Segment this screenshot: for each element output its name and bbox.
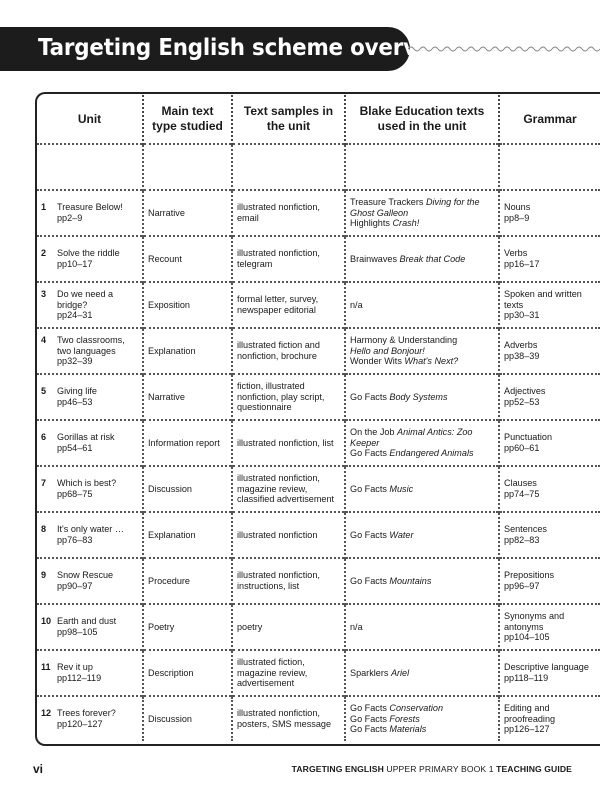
unit-number: 8 (41, 524, 47, 535)
unit-name: Earth and dust (57, 616, 117, 627)
blake-series: Wonder Wits (350, 356, 405, 367)
unit-cell (37, 190, 143, 236)
main-text-cell: Discussion (143, 466, 232, 512)
unit-cell (37, 466, 143, 512)
grammar-cell (499, 558, 600, 604)
grammar-pages: pp52–53 (504, 397, 540, 407)
blake-series: On the Job (350, 427, 398, 438)
unit-number: 5 (41, 386, 47, 397)
unit-name: Solve the riddle (57, 248, 120, 259)
table-row (37, 696, 600, 741)
table-row (37, 466, 600, 512)
unit-name: Snow Rescue (57, 570, 114, 581)
blake-series: Sparklers (350, 667, 391, 678)
blake-texts-cell (345, 420, 499, 466)
unit-name: Gorillas at risk (57, 432, 115, 443)
blake-title: Animal Antics: Zoo Keeper (350, 427, 473, 448)
unit-number: 6 (41, 432, 47, 443)
table-row (37, 282, 600, 328)
grammar-topic: Prepositions (504, 570, 555, 581)
grammar-cell (499, 374, 600, 420)
samples-cell: illustrated nonfiction, email (232, 190, 345, 236)
blake-title: Conservation (389, 703, 444, 714)
table-row (37, 374, 600, 420)
blake-title: Diving for the Ghost Galleon (350, 197, 480, 218)
unit-pages: pp46–53 (57, 397, 93, 407)
blake-title: Forests (389, 713, 420, 724)
unit-number: 12 (41, 708, 52, 719)
grammar-pages: pp74–75 (504, 489, 540, 499)
footer-middle: UPPER PRIMARY BOOK 1 (383, 764, 497, 774)
grammar-pages: pp118–119 (504, 673, 549, 683)
header-blake: Blake Education texts used in the unit (345, 95, 499, 144)
blake-series: Treasure Trackers (350, 197, 426, 208)
samples-cell: illustrated fiction and nonfiction, brochure (232, 328, 345, 374)
samples-cell: illustrated nonfiction, list (232, 420, 345, 466)
main-text-cell: Discussion (143, 696, 232, 741)
blake-texts-cell (345, 650, 499, 696)
footer-bold-1: TARGETING ENGLISH (291, 764, 384, 774)
blake-title: Crash! (392, 218, 420, 229)
unit-name: Giving life (57, 386, 97, 397)
unit-pages: pp32–39 (57, 356, 93, 367)
unit-number: 11 (41, 662, 51, 673)
blake-series: Go Facts (350, 529, 390, 540)
table-row (37, 420, 600, 466)
grammar-pages: pp8–9 (504, 213, 530, 223)
samples-cell: illustrated nonfiction, telegram (232, 236, 345, 282)
blake-texts-cell (345, 282, 499, 328)
book-title-footer (292, 764, 572, 774)
unit-cell (37, 604, 143, 650)
grammar-pages: pp82–83 (504, 535, 540, 545)
grammar-cell (499, 236, 600, 282)
grammar-cell (499, 466, 600, 512)
unit-pages: pp120–127 (57, 719, 103, 729)
blake-series: Go Facts (350, 724, 390, 735)
grammar-cell (499, 650, 600, 696)
unit-name: Which is best? (57, 478, 117, 489)
blake-texts-cell (345, 328, 499, 374)
unit-number: 9 (41, 570, 47, 581)
header-samples: Text samples in the unit (232, 95, 345, 144)
blake-series: Harmony & Understanding (350, 335, 458, 346)
unit-cell (37, 420, 143, 466)
blake-title: Endangered Animals (389, 448, 474, 459)
grammar-topic: Nouns (504, 202, 531, 213)
blake-series: n/a (350, 621, 363, 632)
blake-series: Go Facts (350, 391, 390, 402)
grammar-pages: pp38–39 (504, 351, 540, 361)
blake-texts-cell (345, 190, 499, 236)
blake-series: Go Facts (350, 575, 390, 586)
blake-texts-cell (345, 512, 499, 558)
unit-number: 3 (41, 289, 47, 300)
main-text-cell: Explanation (143, 512, 232, 558)
grammar-topic: Clauses (504, 478, 537, 489)
grammar-cell (499, 696, 600, 741)
blake-title: Ariel (390, 667, 410, 678)
unit-pages: pp76–83 (57, 535, 93, 545)
footer-bold-2: TEACHING GUIDE (496, 764, 572, 774)
unit-cell (37, 328, 143, 374)
blank-row (37, 144, 600, 190)
grammar-topic: Editing and proofreading (504, 703, 556, 724)
blake-title: Mountains (389, 575, 432, 586)
grammar-cell (499, 282, 600, 328)
main-text-cell: Description (143, 650, 232, 696)
samples-cell: illustrated fiction, magazine review, advertisement (232, 650, 345, 696)
table-row (37, 650, 600, 696)
page-number: vi (33, 762, 44, 776)
header-row (37, 95, 600, 144)
samples-cell: illustrated nonfiction (232, 512, 345, 558)
samples-cell: illustrated nonfiction, instructions, list (232, 558, 345, 604)
blake-title: Water (389, 529, 414, 540)
blake-title: Body Systems (389, 391, 448, 402)
blake-title: Materials (389, 724, 427, 735)
unit-pages: pp54–61 (57, 443, 93, 453)
header-grammar: Grammar (499, 95, 600, 144)
unit-name: Treasure Below! (57, 202, 123, 213)
main-text-cell: Procedure (143, 558, 232, 604)
grammar-pages: pp60–61 (504, 443, 540, 453)
samples-cell: illustrated nonfiction, magazine review, classified advertisement (232, 466, 345, 512)
grammar-topic: Punctuation (504, 432, 553, 443)
page-title: Targeting English scheme overview (38, 35, 458, 61)
blake-texts-cell (345, 558, 499, 604)
grammar-cell (499, 604, 600, 650)
unit-cell (37, 512, 143, 558)
unit-cell (37, 282, 143, 328)
unit-number: 10 (41, 616, 52, 627)
unit-cell (37, 374, 143, 420)
grammar-pages: pp96–97 (504, 581, 540, 591)
unit-pages: pp2–9 (57, 213, 83, 223)
samples-cell: illustrated nonfiction, posters, SMS message (232, 696, 345, 741)
unit-name: It's only water … (57, 524, 124, 535)
unit-cell (37, 650, 143, 696)
grammar-topic: Spoken and written texts (504, 289, 582, 310)
grammar-topic: Adverbs (504, 340, 538, 351)
wavy-line-decoration (408, 42, 600, 56)
grammar-cell (499, 512, 600, 558)
unit-name: Rev it up (57, 662, 93, 673)
table-row (37, 328, 600, 374)
blake-series: n/a (350, 299, 363, 310)
table-row (37, 604, 600, 650)
grammar-topic: Descriptive language (504, 662, 589, 673)
grammar-pages: pp126–127 (504, 724, 550, 735)
grammar-pages: pp104–105 (504, 632, 550, 643)
grammar-topic: Sentences (504, 524, 547, 535)
samples-cell: fiction, illustrated nonfiction, play script, questionnaire (232, 374, 345, 420)
grammar-cell (499, 190, 600, 236)
blake-series: Go Facts (350, 483, 390, 494)
unit-pages: pp68–75 (57, 489, 93, 499)
unit-number: 1 (41, 202, 47, 213)
samples-cell: poetry (232, 604, 345, 650)
blake-texts-cell (345, 374, 499, 420)
grammar-cell (499, 328, 600, 374)
unit-name: Two classrooms, two languages (57, 335, 125, 356)
blake-series: Brainwaves (350, 253, 400, 264)
main-text-cell: Information report (143, 420, 232, 466)
table-row (37, 558, 600, 604)
unit-cell (37, 558, 143, 604)
unit-pages: pp112–119 (57, 673, 102, 683)
unit-number: 2 (41, 248, 47, 259)
table-row (37, 236, 600, 282)
blake-title: Break that Code (399, 253, 466, 264)
main-text-cell: Narrative (143, 374, 232, 420)
blake-texts-cell (345, 466, 499, 512)
grammar-topic: Adjectives (504, 386, 546, 397)
grammar-topic: Verbs (504, 248, 528, 259)
unit-cell (37, 696, 143, 741)
grammar-pages: pp16–17 (504, 259, 540, 269)
main-text-cell: Poetry (143, 604, 232, 650)
unit-pages: pp10–17 (57, 259, 93, 269)
unit-pages: pp24–31 (57, 310, 93, 321)
grammar-topic: Synonyms and antonyms (504, 611, 565, 632)
grammar-pages: pp30–31 (504, 310, 540, 321)
header-unit: Unit (77, 111, 102, 126)
blake-series: Highlights (350, 218, 393, 229)
blake-series: Go Facts (350, 713, 390, 724)
blake-title: What's Next? (404, 356, 459, 367)
blake-title: Hello and Bonjour! (350, 345, 425, 356)
header-main-text: Main text type studied (143, 95, 232, 144)
main-text-cell: Exposition (143, 282, 232, 328)
samples-cell: formal letter, survey, newspaper editorial (232, 282, 345, 328)
unit-name: Do we need a bridge? (57, 289, 114, 310)
grammar-cell (499, 420, 600, 466)
unit-pages: pp98–105 (57, 627, 98, 637)
unit-number: 7 (41, 478, 47, 489)
unit-number: 4 (41, 335, 47, 346)
blake-texts-cell (345, 696, 499, 741)
overview-table (37, 95, 600, 741)
main-text-cell: Explanation (143, 328, 232, 374)
blake-series: Go Facts (350, 448, 390, 459)
unit-cell (37, 236, 143, 282)
main-text-cell: Recount (143, 236, 232, 282)
table-row (37, 512, 600, 558)
blake-texts-cell (345, 236, 499, 282)
blake-texts-cell (345, 604, 499, 650)
unit-pages: pp90–97 (57, 581, 93, 591)
title-banner (0, 27, 458, 71)
blake-title: Music (389, 483, 414, 494)
main-text-cell: Narrative (143, 190, 232, 236)
unit-name: Trees forever? (57, 708, 116, 719)
table-row (37, 190, 600, 236)
blake-series: Go Facts (350, 703, 390, 714)
